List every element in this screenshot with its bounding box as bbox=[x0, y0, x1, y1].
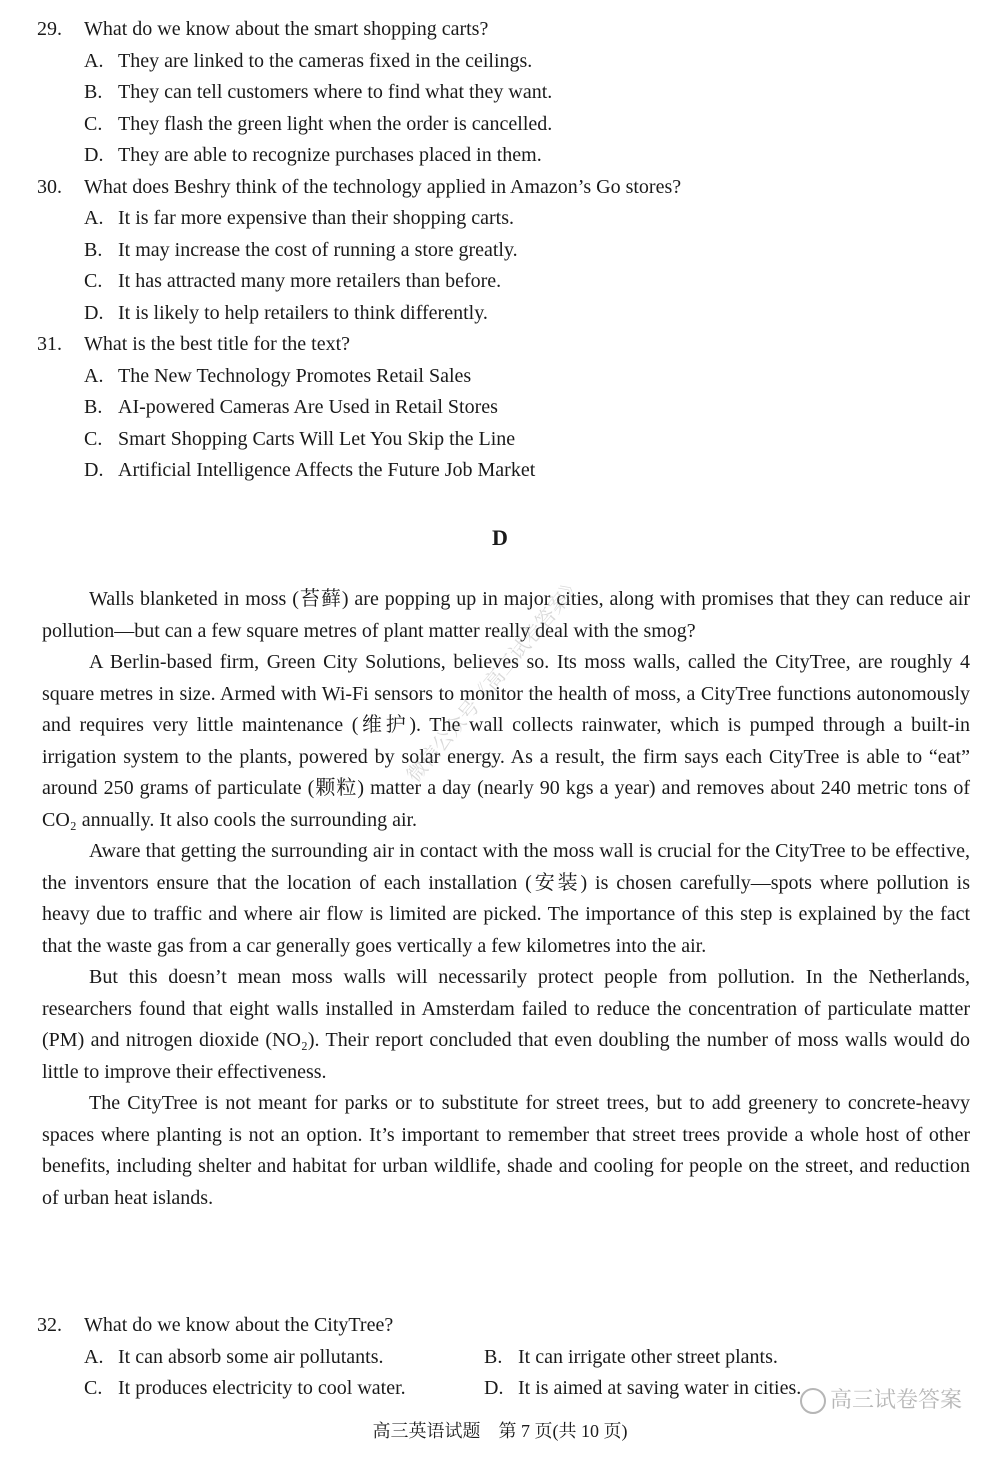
option-d: D. They are able to recognize purchases placed in them. bbox=[84, 144, 542, 166]
question-29 bbox=[37, 14, 977, 172]
option-b: B. They can tell customers where to find what they want. bbox=[84, 81, 553, 103]
question-stem: 32. What do we know about the CityTree? bbox=[37, 1314, 394, 1336]
option-a: A. It is far more expensive than their shopping carts. bbox=[84, 207, 514, 229]
question-stem: 31. What is the best title for the text? bbox=[37, 333, 351, 355]
passage-paragraph: But this doesn’t mean moss walls will necessarily protect people from pollution. In the Netherlands, researchers found that eight walls installed in Amsterdam failed to reduce the concentration of particulate matter (PM) and nitrogen dioxide (NO₂). Their report concluded that even doubling the number of moss walls would do little to improve their effectiveness. bbox=[42, 966, 970, 1083]
option-d: D. It is likely to help retailers to think differently. bbox=[84, 301, 488, 324]
option-c: C. Smart Shopping Carts Will Let You Skip the Line bbox=[84, 427, 516, 450]
passage-paragraph: The CityTree is not meant for parks or to substitute for street trees, but to add greenery to concrete-heavy spaces where planting is not an option. It’s important to remember that street trees provide a whole host of other benefits, including shelter and habitat for urban wildlife, shade and cooling for people on the street, and reduction of urban heat islands. bbox=[42, 1092, 970, 1209]
section-heading: D bbox=[492, 525, 508, 550]
option-a: A. The New Technology Promotes Retail Sales bbox=[84, 364, 472, 387]
option-b: B. It may increase the cost of running a store greatly. bbox=[84, 238, 518, 261]
question-31 bbox=[37, 329, 977, 487]
question-30 bbox=[37, 172, 977, 330]
option-a: A. It can absorb some air pollutants. bbox=[84, 1345, 384, 1368]
option-a: A. They are linked to the cameras fixed in the ceilings. bbox=[84, 49, 533, 72]
watermark-corner: 高三试卷答案 bbox=[800, 1385, 962, 1417]
option-d: D. Artificial Intelligence Affects the Future Job Market bbox=[84, 459, 536, 481]
option-b: B. It can irrigate other street plants. bbox=[484, 1345, 778, 1368]
wechat-icon bbox=[800, 1388, 826, 1414]
questions-29-31 bbox=[37, 14, 977, 487]
passage-paragraph: Walls blanketed in moss (苔藓) are popping up in major cities, along with promises that they can reduce air pollution—but can a few square metres of plant matter really deal with the smog? bbox=[42, 588, 970, 642]
option-c: C. They flash the green light when the order is cancelled. bbox=[84, 112, 553, 135]
question-stem: 29. What do we know about the smart shopping carts? bbox=[37, 18, 489, 40]
option-d: D. It is aimed at saving water in cities. bbox=[484, 1377, 802, 1399]
option-b: B. AI-powered Cameras Are Used in Retail Stores bbox=[84, 396, 498, 418]
question-stem: 30. What does Beshry think of the technology applied in Amazon’s Go stores? bbox=[37, 175, 682, 198]
page-footer: 高三英语试题 第 7 页(共 10 页) bbox=[372, 1421, 628, 1441]
watermark-text: 微信公众号《高三试卷答案》 bbox=[403, 573, 588, 787]
passage-paragraph: A Berlin-based firm, Green City Solutions, believes so. Its moss walls, called the CityTree, are roughly 4 square metres in size. Armed with Wi-Fi sensors to monitor the health of moss, a CityTree functions autonomously and requires very little maintenance (维护). The wall collects rainwater, which is pumped through a built-in irrigation system to the plants, powered by solar energy. As a result, the firm says each CityTree is able to “eat” around 250 grams of particulate (颗粒) matter a day (nearly 90 kgs a year) and removes about 240 metric tons of CO₂ annually. It also cools the surrounding air. bbox=[42, 651, 970, 831]
passage-paragraph: Aware that getting the surrounding air in contact with the moss wall is crucial for the CityTree to be effective, the inventors ensure that the location of each installation (安装) is chosen carefully—spots where pollution is heavy due to traffic and where air flow is limited are picked. The importance of this step is explained by the fact that the waste gas from a car generally goes vertically a few kilometres into the air. bbox=[42, 840, 970, 957]
option-c: C. It produces electricity to cool water. bbox=[84, 1377, 406, 1399]
option-c: C. It has attracted many more retailers than before. bbox=[84, 270, 502, 292]
